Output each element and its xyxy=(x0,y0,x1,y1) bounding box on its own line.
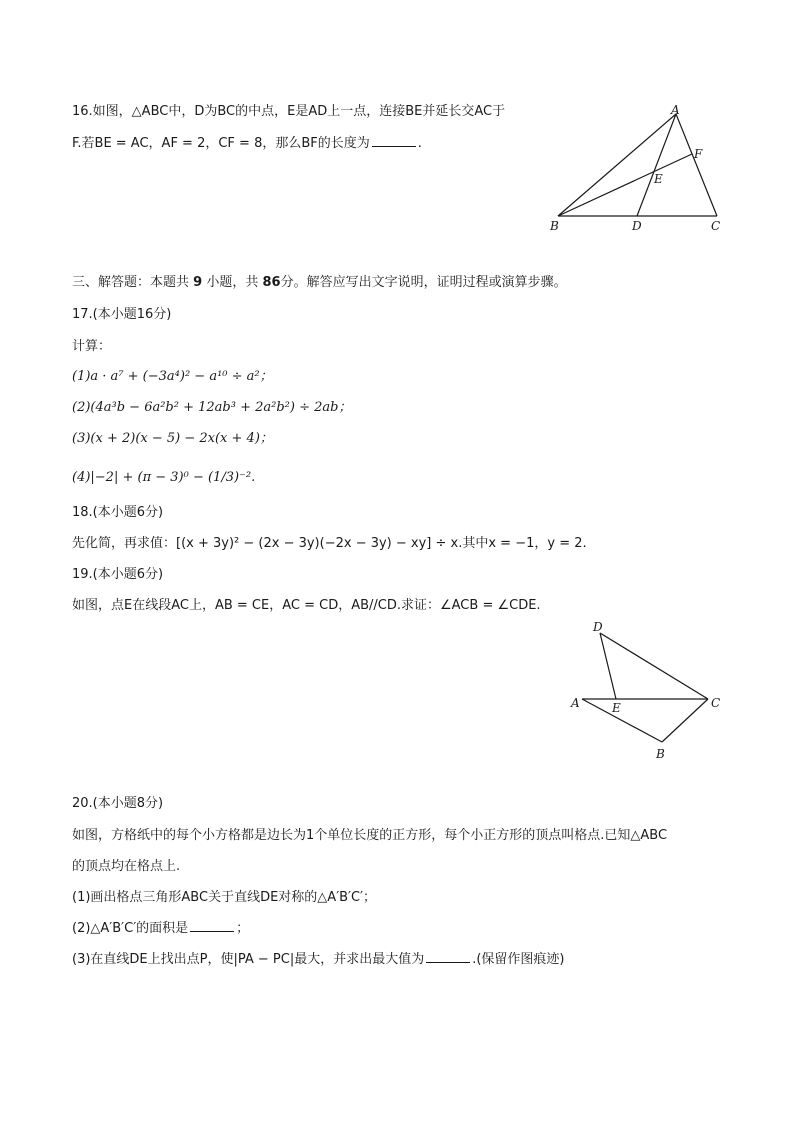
section3-heading-post: 分。解答应写出文字说明，证明过程或演算步骤。 xyxy=(280,275,567,290)
q20-item-3 xyxy=(72,950,565,970)
q19-segment-ab xyxy=(582,699,662,742)
q17-title: 17.(本小题16分) xyxy=(72,307,172,322)
q19-text: 如图，点E在线段AC上，AB = CE，AC = CD，AB//CD.求证：∠ACB = ∠CDE. xyxy=(72,598,541,613)
q16-label-b: B xyxy=(550,219,559,233)
q17-item-1: (1)a · a⁷ + (−3a⁴)² − a¹⁰ ÷ a²； xyxy=(72,369,273,384)
q19-label-d: D xyxy=(593,620,603,634)
q16-label-d: D xyxy=(632,219,642,233)
q16-segment-ab xyxy=(558,114,676,216)
q19-label-c: C xyxy=(711,696,721,710)
q16-label-a: A xyxy=(671,103,680,117)
q20-title: 20.(本小题8分) xyxy=(72,796,164,811)
q16-segment-ad xyxy=(637,114,676,216)
q16-label-e: E xyxy=(654,172,663,186)
q18-text: 先化简，再求值：[(x + 3y)² − (2x − 3y)(−2x − 3y) − xy] ÷ x.其中x = −1，y = 2. xyxy=(72,536,587,551)
q17-intro: 计算： xyxy=(72,339,112,354)
q19-label-b: B xyxy=(656,747,665,761)
section3-heading-mid: 小题，共 xyxy=(206,275,259,290)
q19-label-a: A xyxy=(571,696,580,710)
q20-item-2-end: ； xyxy=(236,921,250,936)
q20-text-2: 的顶点均在格点上. xyxy=(72,859,181,874)
q17-item-4: (4)|−2| + (π − 3)⁰ − (1/3)⁻². xyxy=(72,470,256,485)
q19-segment-bc xyxy=(662,699,708,742)
q19-label-e: E xyxy=(612,701,621,715)
q20-area-blank xyxy=(190,919,234,932)
q19-segment-dc xyxy=(600,633,708,699)
section3-points: 86 xyxy=(262,275,281,290)
q20-item-2-text: (2)△A′B′C′的面积是 xyxy=(72,921,189,936)
q18-title: 18.(本小题6分) xyxy=(72,505,164,520)
q19-segment-de xyxy=(600,633,616,699)
section3-heading-pre: 三、解答题：本题共 xyxy=(72,275,190,290)
q20-text-1: 如图，方格纸中的每个小方格都是边长为1个单位长度的正方形，每个小正方形的顶点叫格点.已知△ABC xyxy=(72,828,668,843)
q19-title: 19.(本小题6分) xyxy=(72,567,164,582)
q16-line2 xyxy=(72,134,422,154)
section3-heading xyxy=(72,273,567,293)
q16-segment-bf xyxy=(558,154,692,216)
q17-item-3: (3)(x + 2)(x − 5) − 2x(x + 4)； xyxy=(72,431,273,446)
q16-line1: 16.如图，△ABC中，D为BC的中点，E是AD上一点，连接BE并延长交AC于 xyxy=(72,104,506,119)
q16-line2-end: . xyxy=(417,136,422,151)
q20-item-1: (1)画出格点三角形ABC关于直线DE对称的△A′B′C′； xyxy=(72,890,377,905)
q16-answer-blank xyxy=(372,134,416,147)
q16-label-f: F xyxy=(694,147,703,161)
q19-figure xyxy=(565,618,735,768)
q16-label-c: C xyxy=(711,219,721,233)
q16-triangle-figure xyxy=(545,102,745,242)
q20-item-3-end: .(保留作图痕迹) xyxy=(472,952,565,967)
q17-item-2: (2)(4a³b − 6a²b² + 12ab³ + 2a²b²) ÷ 2ab； xyxy=(72,400,352,415)
q16-line2-text: F.若BE = AC，AF = 2，CF = 8，那么BF的长度为 xyxy=(72,136,370,151)
section3-count: 9 xyxy=(193,275,203,290)
q20-item-2 xyxy=(72,919,249,939)
q20-item-3-text: (3)在直线DE上找出点P，使|PA − PC|最大，并求出最大值为 xyxy=(72,952,425,967)
q20-max-blank xyxy=(426,950,470,963)
q16-segment-ac xyxy=(676,114,717,216)
